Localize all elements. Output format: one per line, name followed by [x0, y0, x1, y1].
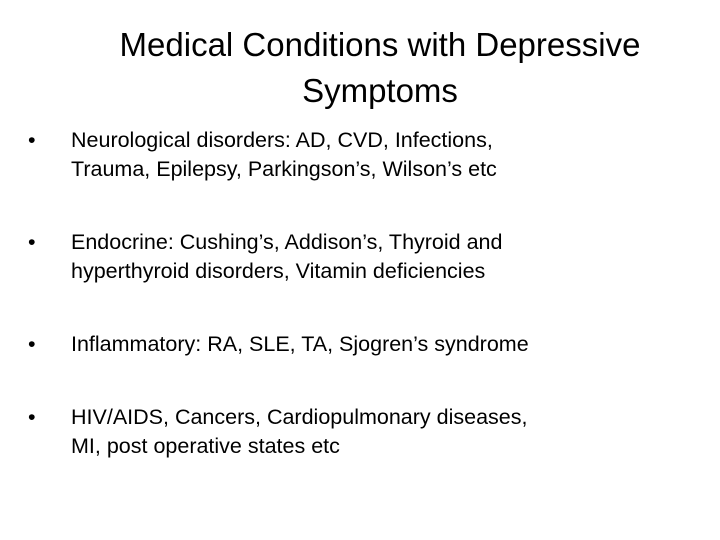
bullet-text-line: Neurological disorders: AD, CVD, Infections, — [71, 128, 493, 152]
bullet-text-line: MI, post operative states etc — [71, 434, 340, 458]
bullet-endocrine — [28, 228, 688, 286]
bullet-marker: • — [28, 128, 36, 152]
bullet-marker: • — [28, 405, 36, 429]
slide-title — [40, 22, 720, 114]
bullet-marker: • — [28, 332, 36, 356]
bullet-neurological — [28, 126, 688, 184]
bullet-text-line: hyperthyroid disorders, Vitamin deficiencies — [71, 259, 486, 283]
bullet-list — [28, 126, 688, 461]
title-line-1: Medical Conditions with Depressive — [119, 26, 641, 63]
bullet-text-line: Trauma, Epilepsy, Parkingson’s, Wilson’s etc — [71, 157, 497, 181]
bullet-text-line: Endocrine: Cushing’s, Addison’s, Thyroid and — [71, 230, 503, 254]
bullet-other-conditions — [28, 403, 688, 461]
bullet-text-line: Inflammatory: RA, SLE, TA, Sjogren’s syndrome — [71, 332, 529, 356]
bullet-inflammatory — [28, 330, 688, 359]
bullet-text-line: HIV/AIDS, Cancers, Cardiopulmonary diseases, — [71, 405, 528, 429]
bullet-marker: • — [28, 230, 36, 254]
title-line-2: Symptoms — [302, 72, 458, 109]
